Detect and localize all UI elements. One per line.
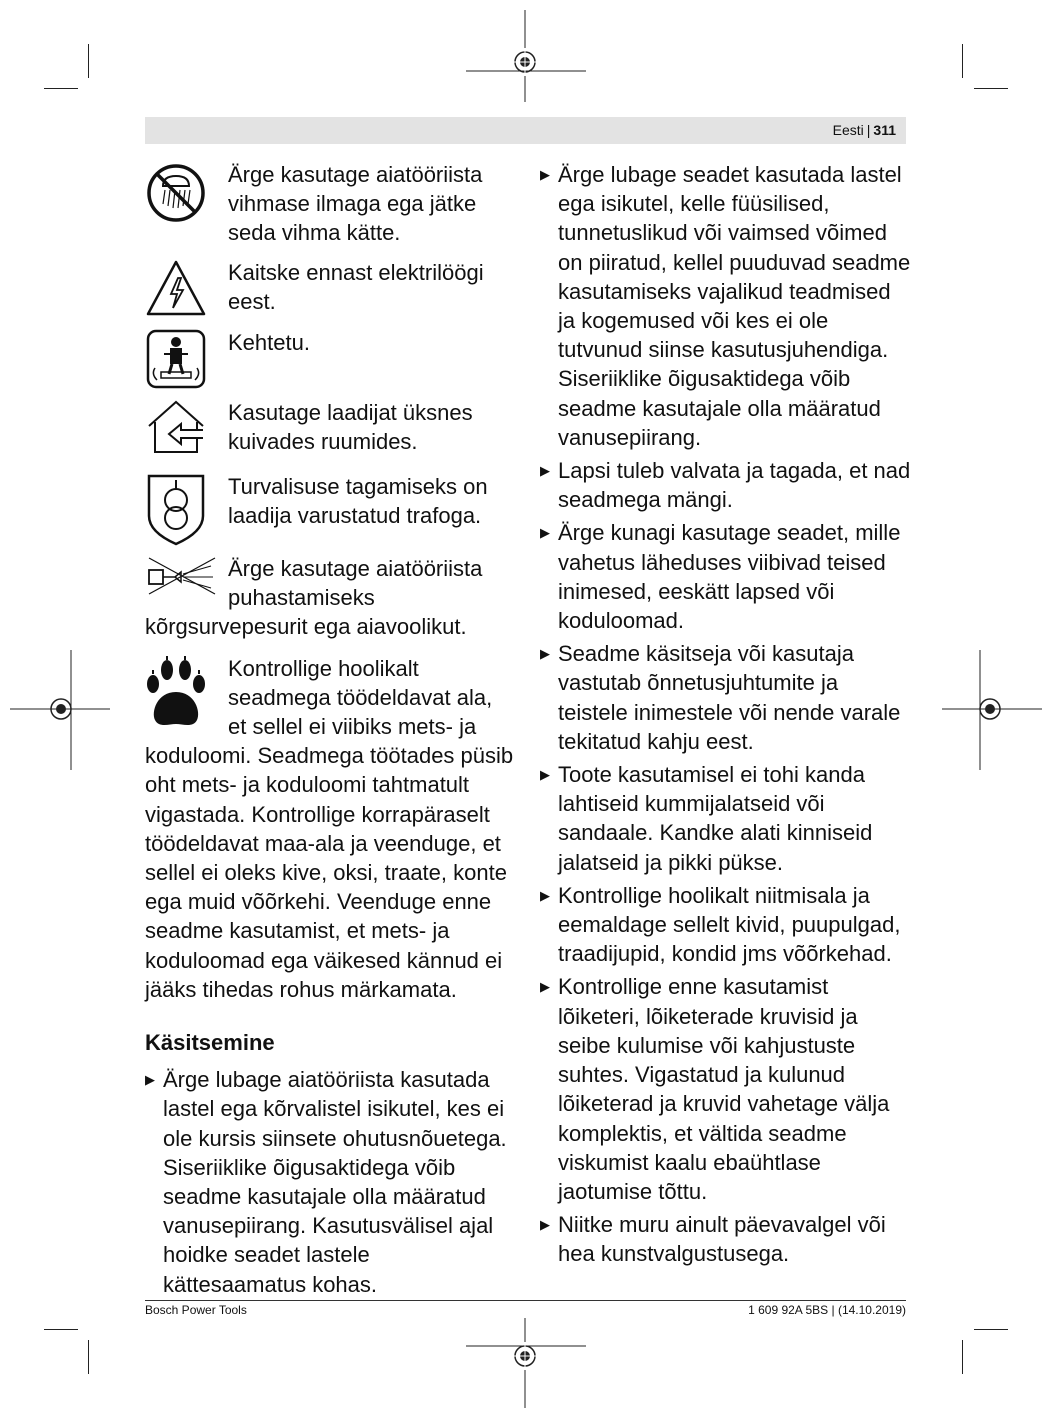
registration-mark-left	[10, 650, 110, 770]
crop-mark	[974, 88, 1008, 89]
list-item: ▶ Toote kasutamisel ei tohi kanda lahtiseid kummijalatseid või sandaale. Kandke alati kinniseid jalatseid ja pikki pükse.	[540, 760, 912, 877]
symbol-text: Turvalisuse tagamiseks on laadija varustatud trafoga.	[228, 474, 488, 529]
crop-mark	[962, 44, 963, 78]
symbol-row	[145, 654, 515, 1004]
operator-symbol-icon	[145, 328, 209, 390]
header-text	[833, 122, 896, 138]
list-item: ▶ Ärge kunagi kasutage seadet, mille vahetus läheduses viibivad teised inimesed, eeskätt lapsed või koduloomad.	[540, 518, 912, 635]
symbol-row	[145, 160, 515, 248]
header-language: Eesti	[832, 122, 864, 138]
symbol-text: Kontrollige hoolikalt seadmega töödeldavat ala, et sellel ei viibiks mets- ja koduloomi. Seadmega töötades püsib oht mets- ja koduloomi tahtmatult vigastada. Kontrollige korrapäraselt töödeldavat maa-ala ja veenduge, et sellel ei oleks kive, oksi, traate, konte ega muid võõrkehi. Veenduge enne seadme kasutamist, et mets- ja koduloomad ega väikesed kännud ei jääks tihedas rohus märkamata.	[145, 655, 514, 1002]
crop-mark	[44, 88, 78, 89]
footer-brand: Bosch Power Tools	[145, 1303, 247, 1317]
symbol-text: Kaitske ennast elektrilöögi eest.	[228, 260, 484, 315]
list-item: ▶ Seadme käsitseja või kasutaja vastutab õnnetusjuhtumite ja teistele inimestele või nende varale tekitatud kahju eest.	[540, 639, 912, 756]
no-pressure-washer-icon	[145, 554, 209, 606]
footer-doc-id: 1 609 92A 5BS | (14.10.2019)	[748, 1303, 906, 1317]
registration-mark-right	[942, 650, 1042, 770]
crop-mark	[44, 1329, 78, 1330]
animal-paw-icon	[145, 654, 209, 740]
symbol-text: Ärge kasutage aiatööriista puhastamiseks kõrgsurvepesurit ega aiavoolikut.	[145, 556, 483, 640]
symbol-row	[145, 328, 515, 394]
section-heading: Käsitsemine	[145, 1030, 275, 1056]
indoor-charger-icon	[145, 398, 209, 456]
no-rain-icon	[145, 160, 209, 222]
list-item: ▶ Ärge lubage aiatööriista kasutada lastel ega kõrvalistel isikutel, kes ei ole kursis siinsete ohutusnõuetega. Siseriiklike õigusaktidega võib seadme kasutajale olla määratud vanusepiirang. Kasutusvälisel ajal hoidke seadet lastele kättesaamatus kohas.	[145, 1065, 515, 1299]
registration-mark-top	[466, 10, 586, 102]
symbol-row	[145, 472, 515, 550]
safety-transformer-icon	[145, 472, 209, 546]
list-item: ▶ Niitke muru ainult päevavalgel või hea kunstvalgustusega.	[540, 1210, 912, 1268]
electric-shock-warning-icon	[145, 258, 209, 318]
page-number: 311	[873, 122, 896, 138]
symbol-text: Kehtetu.	[228, 330, 310, 355]
crop-mark	[88, 1340, 89, 1374]
list-item: ▶ Kontrollige enne kasutamist lõiketeri, lõiketerade kruvisid ja seibe kulumise või kahjustuste suhtes. Vigastatud ja kulunud lõiketerad ja kruvid vahetage välja komplektis, et vältida seadme viskumist kaalu ebaühtlase jaotumise tõttu.	[540, 972, 912, 1206]
symbol-text: Kasutage laadijat üksnes kuivades ruumides.	[228, 400, 473, 455]
symbol-row	[145, 554, 515, 642]
symbol-text: Ärge kasutage aiatööriista vihmase ilmaga ega jätke seda vihma kätte.	[228, 162, 483, 246]
crop-mark	[962, 1340, 963, 1374]
list-item: ▶ Lapsi tuleb valvata ja tagada, et nad seadmega mängi.	[540, 456, 912, 514]
right-bullet-list	[540, 160, 912, 1269]
list-item: ▶ Ärge lubage seadet kasutada lastel ega isikutel, kelle füüsilised, tunnetuslikud või vaimsed võimed on piiratud, kellel puuduvad seadme kasutamiseks vajalikud teadmised ja kogemused või kes ei ole tutvunud siinse kasutusjuhendiga. Siseriiklike õigusaktidega võib seadme kasutajale olla määratud vanusepiirang.	[540, 160, 912, 452]
list-item: ▶ Kontrollige hoolikalt niitmisala ja eemaldage sellelt kivid, puupulgad, traadijupid, kondid jms võõrkehad.	[540, 881, 912, 969]
page-header	[145, 117, 906, 144]
symbol-row	[145, 398, 515, 468]
crop-mark	[974, 1329, 1008, 1330]
right-column	[540, 160, 912, 1273]
registration-mark-bottom	[466, 1318, 586, 1408]
footer-divider	[145, 1300, 906, 1301]
crop-mark	[88, 44, 89, 78]
left-bullet-list	[145, 1065, 515, 1299]
header-separator: |	[866, 122, 871, 138]
left-column	[145, 160, 515, 1303]
symbol-row	[145, 258, 515, 328]
